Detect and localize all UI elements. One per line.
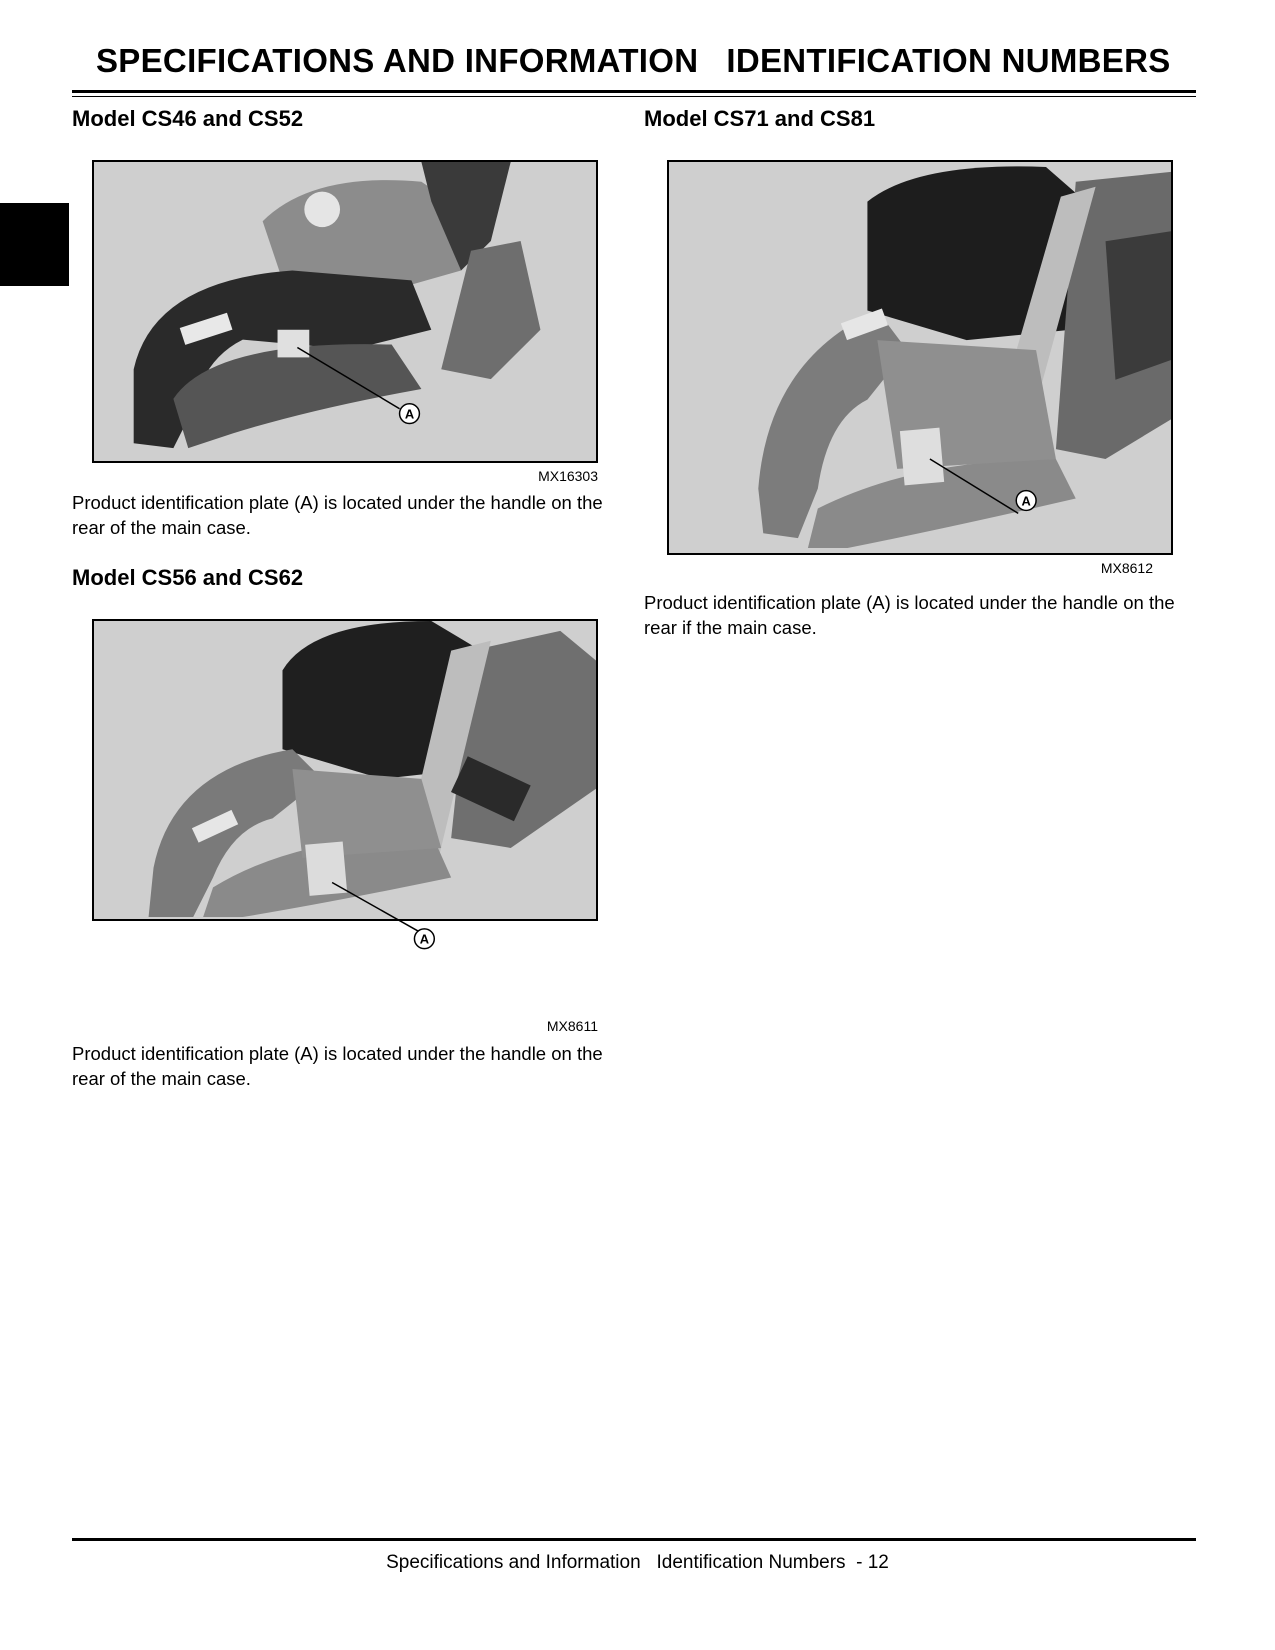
footer-page-ref: Identification Numbers - 12 [656,1552,889,1573]
figure-id-mx8611: MX8611 [546,1018,598,1034]
page-footer [0,1552,1275,1574]
caption-cs71-cs81: Product identification plate (A) is located under the handle on the rear if the main case. [644,592,1175,638]
page-title [96,42,1171,80]
callout-a-label: A [404,406,415,422]
figure-id-mx16303: MX16303 [538,468,598,484]
photo-chainsaw-cs71-cs81 [667,160,1173,555]
chainsaw-illustration [94,621,596,947]
caption-cs46-cs52: Product identification plate (A) is located under the handle on the rear of the main case. [72,492,603,538]
subsection-title: IDENTIFICATION NUMBERS [726,42,1171,79]
callout-a-label: A [419,931,430,947]
chainsaw-illustration [94,162,596,461]
section-title: SPECIFICATIONS AND INFORMATION [96,42,699,79]
callout-a-label: A [1021,493,1031,509]
footer-rule [72,1538,1196,1541]
chainsaw-illustration [669,162,1171,553]
section-tab-marker [0,203,69,286]
figure-id-mx8612: MX8612 [1100,560,1153,576]
header-rule-thin [72,96,1196,97]
heading-model-cs46-cs52: Model CS46 and CS52 [72,106,304,131]
footer-section: Specifications and Information [386,1552,641,1573]
header-rule-thick [72,90,1196,93]
heading-model-cs56-cs62: Model CS56 and CS62 [72,565,304,590]
caption-cs56-cs62: Product identification plate (A) is located under the handle on the rear of the main case. [72,1043,603,1089]
heading-model-cs71-cs81: Model CS71 and CS81 [644,106,876,131]
photo-chainsaw-cs56-cs62 [92,619,598,947]
photo-chainsaw-cs46-cs52 [92,160,598,463]
